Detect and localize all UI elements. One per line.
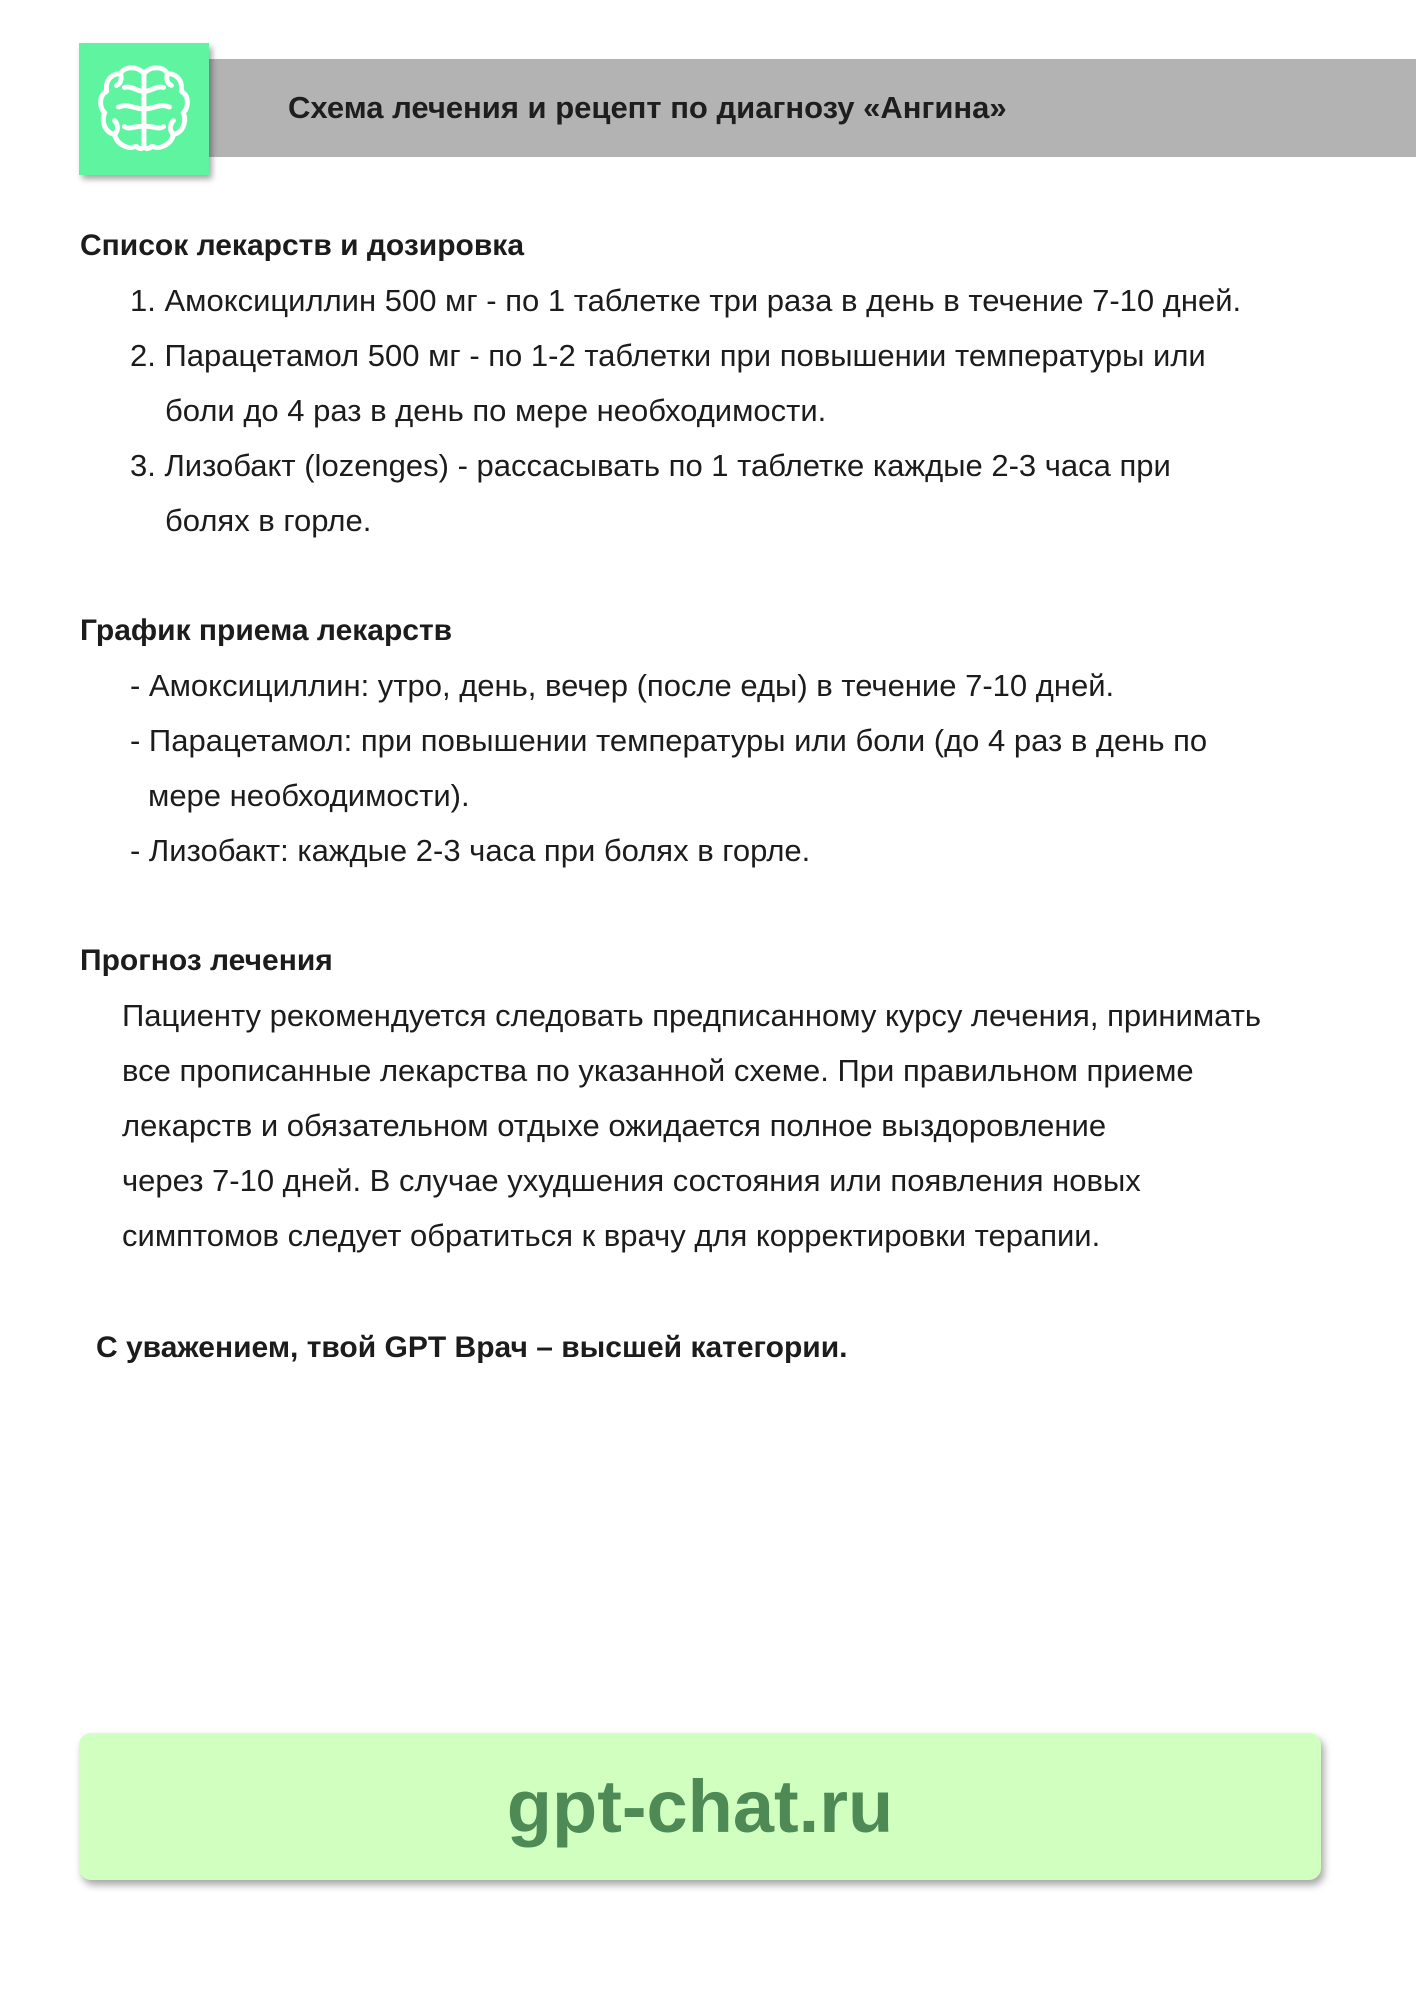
prognosis-line: через 7-10 дней. В случае ухудшения состояния или появления новых [122, 1163, 1141, 1198]
medication-line: 3. Лизобакт (lozenges) - рассасывать по 1 таблетке каждые 2-3 часа при [130, 448, 1171, 483]
prognosis-line: симптомов следует обратиться к врачу для корректировки терапии. [122, 1218, 1101, 1253]
schedule-title: График приема лекарств [80, 614, 453, 647]
schedule-line: - Амоксициллин: утро, день, вечер (после еды) в течение 7-10 дней. [130, 668, 1115, 703]
brain-icon [95, 61, 193, 157]
signature: С уважением, твой GPT Врач – высшей категории. [96, 1331, 848, 1364]
medication-line: боли до 4 раз в день по мере необходимости. [165, 393, 827, 428]
logo [79, 43, 209, 175]
prognosis-line: лекарств и обязательном отдыхе ожидается полное выздоровление [122, 1108, 1107, 1143]
page-title: Схема лечения и рецепт по диагнозу «Ангина» [288, 90, 1007, 125]
footer-banner[interactable] [79, 1733, 1321, 1880]
schedule-line: мере необходимости). [148, 778, 470, 813]
medications-title: Список лекарств и дозировка [80, 229, 525, 262]
document-body [80, 218, 1380, 1263]
schedule-line: - Парацетамол: при повышении температуры или боли (до 4 раз в день по [130, 723, 1208, 758]
prognosis-line: все прописанные лекарства по указанной схеме. При правильном приеме [122, 1053, 1194, 1088]
schedule-line: - Лизобакт: каждые 2-3 часа при болях в горле. [130, 833, 811, 868]
site-link[interactable]: gpt-chat.ru [506, 1765, 894, 1848]
medication-line: 1. Амоксициллин 500 мг - по 1 таблетке три раза в день в течение 7-10 дней. [130, 283, 1242, 318]
prognosis-title: Прогноз лечения [80, 944, 333, 977]
prognosis-line: Пациенту рекомендуется следовать предписанному курсу лечения, принимать [122, 998, 1262, 1033]
medication-line: болях в горле. [165, 503, 372, 538]
medication-line: 2. Парацетамол 500 мг - по 1-2 таблетки при повышении температуры или [130, 338, 1206, 373]
